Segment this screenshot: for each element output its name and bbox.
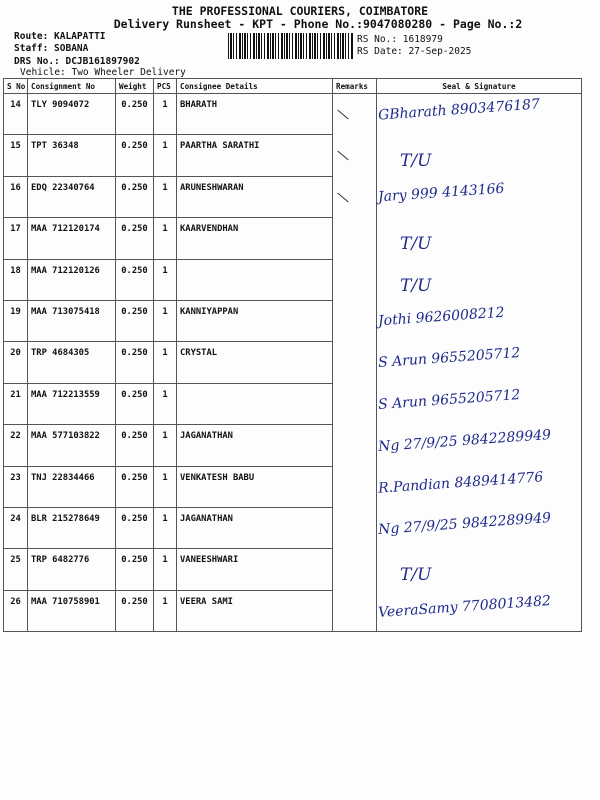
- row-sno: 18: [4, 259, 28, 300]
- handwritten-signature: S Arun 9655205712: [377, 345, 521, 372]
- row-consignee: PAARTHA SARATHI: [177, 135, 333, 176]
- row-pcs: 1: [154, 466, 177, 507]
- row-pcs: 1: [154, 549, 177, 590]
- row-consignment: MAA 712120174: [28, 218, 116, 259]
- row-consignment: BLR 215278649: [28, 507, 116, 548]
- row-pcs: 1: [154, 218, 177, 259]
- row-weight: 0.250: [116, 259, 154, 300]
- row-consignee: VEERA SAMI: [177, 590, 333, 631]
- row-sno: 14: [4, 94, 28, 135]
- row-consignee: BHARATH: [177, 94, 333, 135]
- table-header-row: [4, 79, 582, 94]
- row-remarks: [333, 383, 377, 424]
- row-consignee: ARUNESHWARAN: [177, 176, 333, 217]
- rs-date: RS Date: 27-Sep-2025: [357, 46, 472, 57]
- row-sno: 16: [4, 176, 28, 217]
- row-sno: 22: [4, 425, 28, 466]
- col-weight: Weight: [116, 79, 154, 94]
- col-consignee: Consignee Details: [177, 79, 333, 94]
- handwritten-signature: R.Pandian 8489414776: [377, 468, 544, 497]
- table-row: [4, 549, 582, 590]
- row-remarks: [333, 342, 377, 383]
- handwritten-signature: Ng 27/9/25 9842289949: [377, 509, 552, 539]
- row-pcs: 1: [154, 94, 177, 135]
- handwritten-signature: T/U: [400, 565, 432, 586]
- col-remarks: Remarks: [333, 79, 377, 94]
- row-consignee: VENKATESH BABU: [177, 466, 333, 507]
- row-pcs: 1: [154, 176, 177, 217]
- row-weight: 0.250: [116, 176, 154, 217]
- row-weight: 0.250: [116, 466, 154, 507]
- vehicle-label: Vehicle: Two Wheeler Delivery: [20, 67, 186, 78]
- row-sno: 17: [4, 218, 28, 259]
- row-consignment: MAA 577103822: [28, 425, 116, 466]
- route-label: Route: KALAPATTI: [14, 31, 106, 42]
- row-consignment: MAA 713075418: [28, 300, 116, 341]
- row-weight: 0.250: [116, 218, 154, 259]
- row-sno: 19: [4, 300, 28, 341]
- row-consignment: TPT 36348: [28, 135, 116, 176]
- row-consignment: TRP 4684305: [28, 342, 116, 383]
- row-remarks: [333, 507, 377, 548]
- drs-number: DRS No.: DCJB161897902: [14, 56, 140, 67]
- row-sno: 23: [4, 466, 28, 507]
- col-consignment: Consignment No: [28, 79, 116, 94]
- row-weight: 0.250: [116, 135, 154, 176]
- handwritten-signature: VeeraSamy 7708013482: [377, 592, 552, 621]
- row-pcs: 1: [154, 425, 177, 466]
- handwritten-signature: Jary 999 4143166: [377, 180, 505, 206]
- handwritten-signature: T/U: [400, 151, 432, 172]
- handwritten-signature: S Arun 9655205712: [377, 386, 521, 413]
- row-remarks: [333, 176, 377, 217]
- staff-label: Staff: SOBANA: [14, 43, 89, 54]
- row-consignee: [177, 383, 333, 424]
- row-pcs: 1: [154, 135, 177, 176]
- row-consignment: MAA 712120126: [28, 259, 116, 300]
- row-pcs: 1: [154, 507, 177, 548]
- row-weight: 0.250: [116, 94, 154, 135]
- row-pcs: 1: [154, 590, 177, 631]
- row-weight: 0.250: [116, 425, 154, 466]
- row-consignee: JAGANATHAN: [177, 425, 333, 466]
- handwritten-signature: Jothi 9626008212: [377, 304, 506, 330]
- row-consignment: MAA 710758901: [28, 590, 116, 631]
- row-consignee: KAARVENDHAN: [177, 218, 333, 259]
- row-weight: 0.250: [116, 507, 154, 548]
- row-consignee: CRYSTAL: [177, 342, 333, 383]
- row-weight: 0.250: [116, 590, 154, 631]
- row-remarks: [333, 259, 377, 300]
- row-remarks: [333, 218, 377, 259]
- rs-number: RS No.: 1618979: [357, 34, 443, 45]
- row-sno: 25: [4, 549, 28, 590]
- table-row: [4, 218, 582, 259]
- col-pcs: PCS: [154, 79, 177, 94]
- runsheet-title: Delivery Runsheet - KPT - Phone No.:9047080280 - Page No.:2: [113, 17, 523, 31]
- table-row: [4, 135, 582, 176]
- row-remarks: [333, 466, 377, 507]
- row-pcs: 1: [154, 342, 177, 383]
- row-pcs: 1: [154, 383, 177, 424]
- row-remarks: [333, 549, 377, 590]
- company-title: THE PROFESSIONAL COURIERS, COIMBATORE: [171, 4, 429, 18]
- row-weight: 0.250: [116, 383, 154, 424]
- row-weight: 0.250: [116, 549, 154, 590]
- row-consignment: TRP 6482776: [28, 549, 116, 590]
- barcode: [228, 33, 354, 59]
- row-remarks: [333, 94, 377, 135]
- row-weight: 0.250: [116, 300, 154, 341]
- row-sno: 15: [4, 135, 28, 176]
- handwritten-signature: GBharath 8903476187: [377, 96, 541, 124]
- row-sno: 26: [4, 590, 28, 631]
- col-sno: S No: [4, 79, 28, 94]
- row-sno: 20: [4, 342, 28, 383]
- row-consignee: [177, 259, 333, 300]
- table-row: [4, 259, 582, 300]
- row-sno: 24: [4, 507, 28, 548]
- row-consignment: TNJ 22834466: [28, 466, 116, 507]
- row-consignee: JAGANATHAN: [177, 507, 333, 548]
- col-seal: Seal & Signature: [377, 79, 582, 94]
- row-pcs: 1: [154, 300, 177, 341]
- row-remarks: [333, 300, 377, 341]
- row-pcs: 1: [154, 259, 177, 300]
- row-consignee: KANNIYAPPAN: [177, 300, 333, 341]
- row-consignee: VANEESHWARI: [177, 549, 333, 590]
- row-consignment: TLY 9094072: [28, 94, 116, 135]
- row-weight: 0.250: [116, 342, 154, 383]
- row-consignment: MAA 712213559: [28, 383, 116, 424]
- handwritten-signature: T/U: [400, 234, 432, 255]
- handwritten-signature: T/U: [400, 275, 432, 296]
- row-sno: 21: [4, 383, 28, 424]
- row-remarks: [333, 425, 377, 466]
- row-consignment: EDQ 22340764: [28, 176, 116, 217]
- row-remarks: [333, 590, 377, 631]
- handwritten-signature: Ng 27/9/25 9842289949: [377, 427, 552, 456]
- row-remarks: [333, 135, 377, 176]
